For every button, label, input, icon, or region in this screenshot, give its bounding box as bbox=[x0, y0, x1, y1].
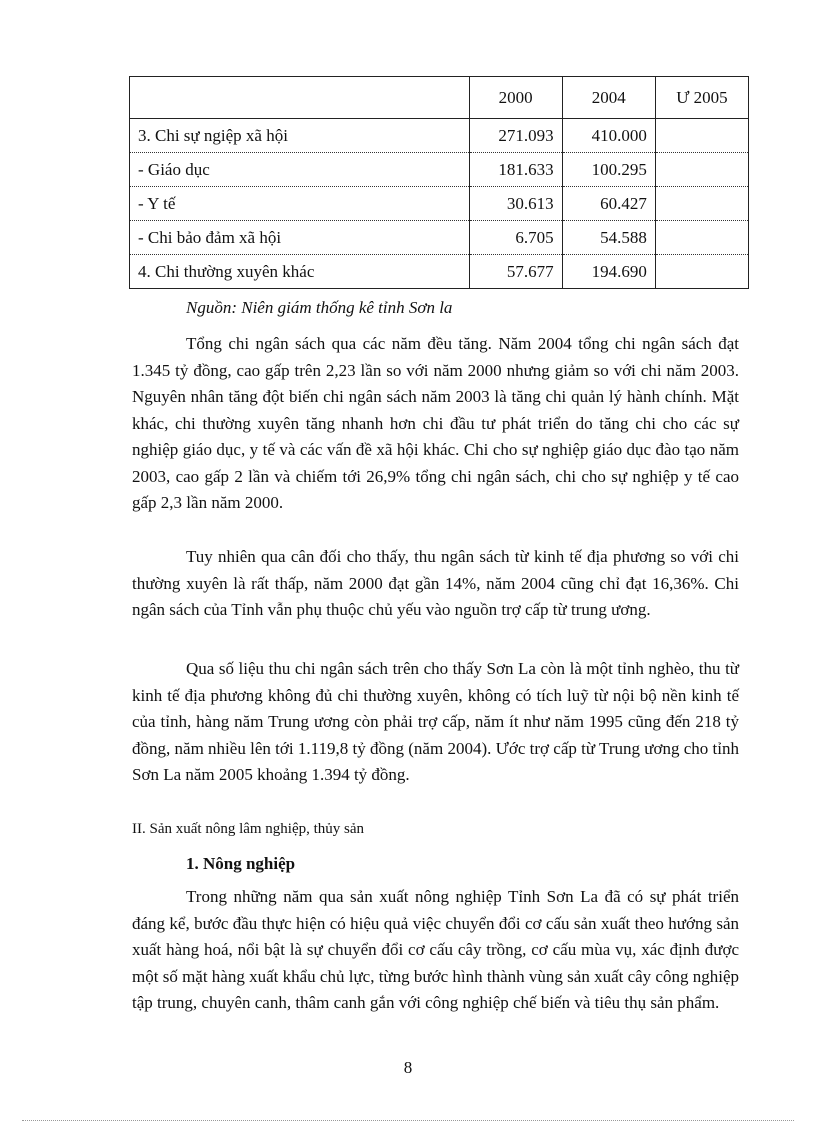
row-value-2005 bbox=[655, 221, 748, 255]
table-row bbox=[130, 187, 749, 221]
row-value-2004: 54.588 bbox=[562, 221, 655, 255]
budget-table bbox=[129, 76, 749, 289]
body-paragraph: Trong những năm qua sản xuất nông nghiệp Tỉnh Sơn La đã có sự phát triển đáng kể, bước đầu thực hiện có hiệu quả việc chuyển đổi cơ cấu sản xuất theo hướng sản xuất hàng hoá, nổi bật là sự chuyển đổi cơ cấu cây trồng, cơ cấu mùa vụ, xác định được một số mặt hàng xuất khẩu chủ lực, từng bước hình thành vùng sản xuất cây công nghiệp tập trung, chuyên canh, thâm canh gắn với công nghiệp chế biến và tiêu thụ sản phẩm. bbox=[132, 887, 739, 1012]
header-cell-2000: 2000 bbox=[469, 77, 562, 119]
row-value-2004: 410.000 bbox=[562, 119, 655, 153]
row-value-2005 bbox=[655, 153, 748, 187]
body-paragraph: Tổng chi ngân sách qua các năm đều tăng. Năm 2004 tổng chi ngân sách đạt 1.345 tỷ đồng, cao gấp trên 2,23 lần so với năm 2000 nhưng giảm so với chi năm 2003. Nguyên nhân tăng đột biến chi ngân sách năm 2003 là tăng chi quản lý hành chính. Mặt khác, chi thường xuyên tăng nhanh hơn chi đầu tư phát triển do tăng chi cho các sự nghiệp giáo dục, y tế và các vấn đề xã hội khác. Chi cho sự nghiệp giáo dục đào tạo năm 2003, cao gấp 2 lần và chiếm tới 26,9% tổng chi ngân sách, chi cho sự nghiệp y tế cao gấp 2,3 lần năm 2000. bbox=[132, 334, 739, 512]
row-value-2004: 60.427 bbox=[562, 187, 655, 221]
header-cell-2005: Ư 2005 bbox=[655, 77, 748, 119]
header-cell-label bbox=[130, 77, 470, 119]
row-label: - Chi bảo đảm xã hội bbox=[130, 221, 470, 255]
table-row bbox=[130, 153, 749, 187]
row-value-2000: 6.705 bbox=[469, 221, 562, 255]
row-value-2004: 100.295 bbox=[562, 153, 655, 187]
row-label: 4. Chi thường xuyên khác bbox=[130, 255, 470, 289]
row-value-2000: 30.613 bbox=[469, 187, 562, 221]
row-label: 3. Chi sự ngiệp xã hội bbox=[130, 119, 470, 153]
page-bottom-divider bbox=[22, 1120, 794, 1121]
section-heading: II. Sản xuất nông lâm nghiệp, thủy sản bbox=[132, 821, 365, 837]
row-value-2000: 57.677 bbox=[469, 255, 562, 289]
body-paragraph: Qua số liệu thu chi ngân sách trên cho thấy Sơn La còn là một tỉnh nghèo, thu từ kinh tế địa phương không đủ chi thường xuyên, không có tích luỹ từ nội bộ nền kinh tế của tỉnh, hàng năm Trung ương còn phải trợ cấp, năm ít như năm 1995 cũng đến 218 tỷ đồng, năm nhiều lên tới 1.119,8 tỷ đồng (năm 2004). Ước trợ cấp từ Trung ương cho tỉnh Sơn La năm 2005 khoảng 1.394 tỷ đồng. bbox=[132, 659, 739, 784]
row-value-2000: 271.093 bbox=[469, 119, 562, 153]
row-value-2000: 181.633 bbox=[469, 153, 562, 187]
page-number: 8 bbox=[403, 1058, 413, 1077]
header-cell-2004: 2004 bbox=[562, 77, 655, 119]
subsection-heading: 1. Nông nghiệp bbox=[186, 854, 296, 873]
row-value-2005 bbox=[655, 187, 748, 221]
table-row bbox=[130, 255, 749, 289]
row-label: - Giáo dục bbox=[130, 153, 470, 187]
table-source-note: Nguồn: Niên giám thống kê tỉnh Sơn la bbox=[186, 298, 453, 317]
row-value-2005 bbox=[655, 255, 748, 289]
table-header-row bbox=[130, 77, 749, 119]
row-label: - Y tế bbox=[130, 187, 470, 221]
body-paragraph: Tuy nhiên qua cân đối cho thấy, thu ngân sách từ kinh tế địa phương so với chi thường xuyên là rất thấp, năm 2000 đạt gần 14%, năm 2004 cũng chỉ đạt 16,36%. Chi ngân sách của Tỉnh vẫn phụ thuộc chủ yếu vào nguồn trợ cấp từ trung ương. bbox=[132, 547, 739, 619]
table-row bbox=[130, 119, 749, 153]
row-value-2004: 194.690 bbox=[562, 255, 655, 289]
row-value-2005 bbox=[655, 119, 748, 153]
table-row bbox=[130, 221, 749, 255]
